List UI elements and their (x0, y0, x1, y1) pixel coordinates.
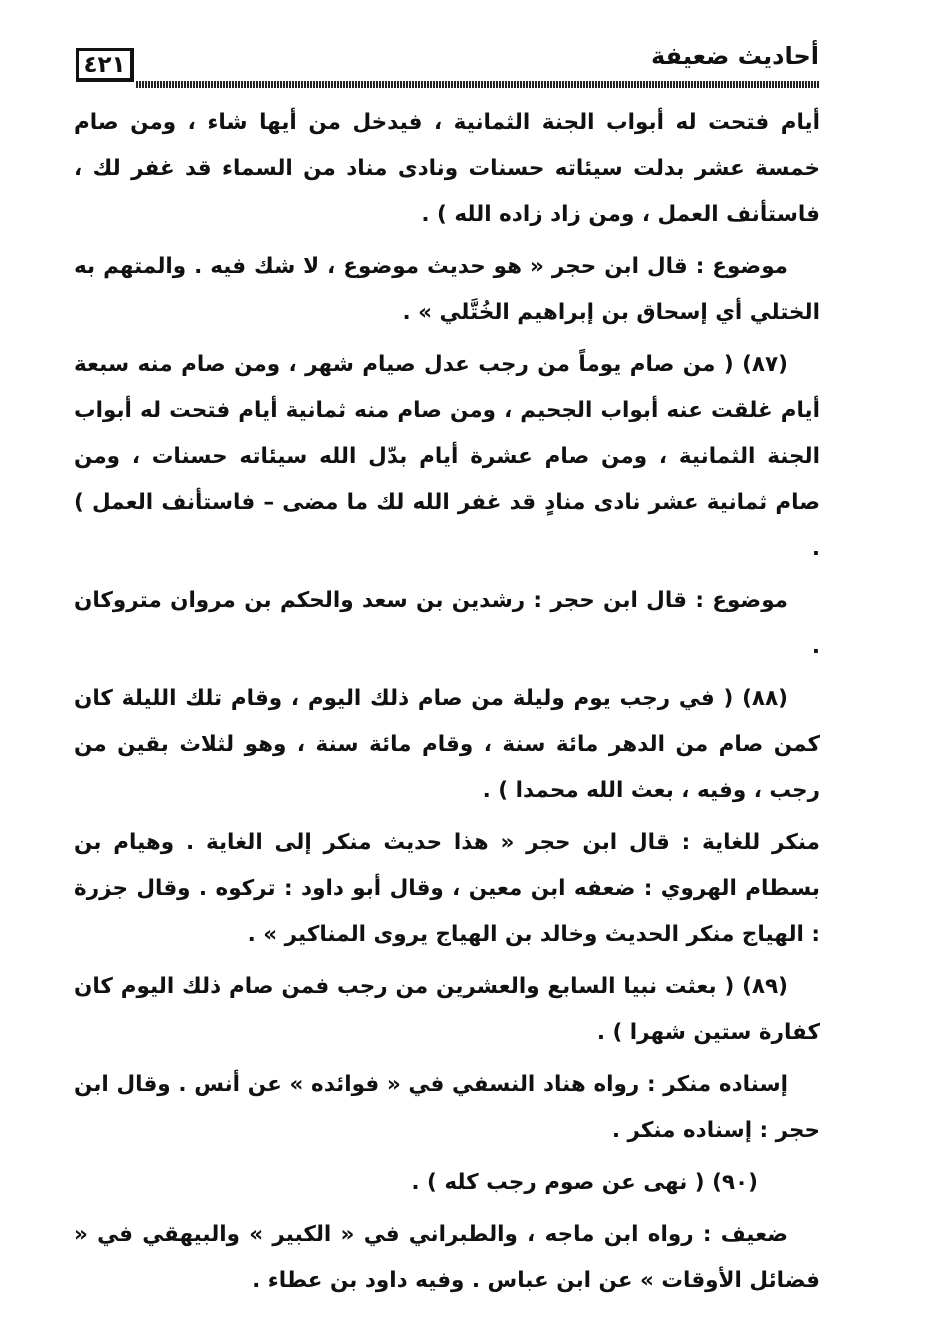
paragraph: موضوع : قال ابن حجر : رشدين بن سعد والحكم بن مروان متروكان . (74, 588, 820, 659)
hadith-90: (٩٠) ( نهى عن صوم رجب كله ) . (411, 1170, 758, 1195)
page-number: ٤٢١ (76, 48, 134, 82)
paragraph: موضوع : قال ابن حجر « هو حديث موضوع ، لا شك فيه . والمتهم به الختلي أي إسحاق بن إبراهيم الخُتَّلي » . (74, 254, 820, 325)
hadith-89: (٨٩) ( بعثت نبيا السابع والعشرين من رجب فمن صام ذلك اليوم كان كفارة ستين شهرا ) . (74, 974, 820, 1045)
paragraph: أيام فتحت له أبواب الجنة الثمانية ، فيدخل من أيها شاء ، ومن صام خمسة عشر بدلت سيئاته حسنات ونادى مناد من السماء قد غفر لك ، فاستأنف العمل ، ومن زاد زاده الله ) . (74, 110, 820, 227)
running-title: أحاديث ضعيفة (651, 42, 819, 70)
hadith-87: (٨٧) ( من صام يوماً من رجب عدل صيام شهر ، ومن صام منه سبعة أيام غلقت عنه أبواب الجحيم ، ومن صام منه ثمانية أيام فتحت له أبواب الجنة الثمانية ، ومن صام عشرة أيام بدّل الله سيئاته حسنات ، ومن صام ثمانية عشر نادى منادٍ قد غفر الله لك ما مضى – فاستأنف العمل ) . (74, 352, 820, 561)
paragraph: ضعيف : رواه ابن ماجه ، والطبراني في « الكبير » والبيهقي في « فضائل الأوقات » عن ابن عباس . وفيه داود بن عطاء . (74, 1222, 820, 1293)
hadith-88: (٨٨) ( في رجب يوم وليلة من صام ذلك اليوم ، وقام تلك الليلة كان كمن صام من الدهر مائة سنة ، وقام مائة سنة ، وهو لثلاث بقين من رجب ، وفيه ، بعث الله محمدا ) . (74, 686, 820, 803)
paragraph: إسناده منكر : رواه هناد النسفي في « فوائده » عن أنس . وقال ابن حجر : إسناده منكر . (74, 1072, 820, 1143)
paragraph: منكر للغاية : قال ابن حجر « هذا حديث منكر إلى الغاية . وهيام بن بسطام الهروي : ضعفه ابن معين ، وقال أبو داود : تركوه . وقال جزرة : الهياج منكر الحديث وخالد بن الهياج يروى المناكير » . (74, 830, 820, 947)
header-rule (136, 81, 820, 88)
page-body (74, 100, 820, 1310)
